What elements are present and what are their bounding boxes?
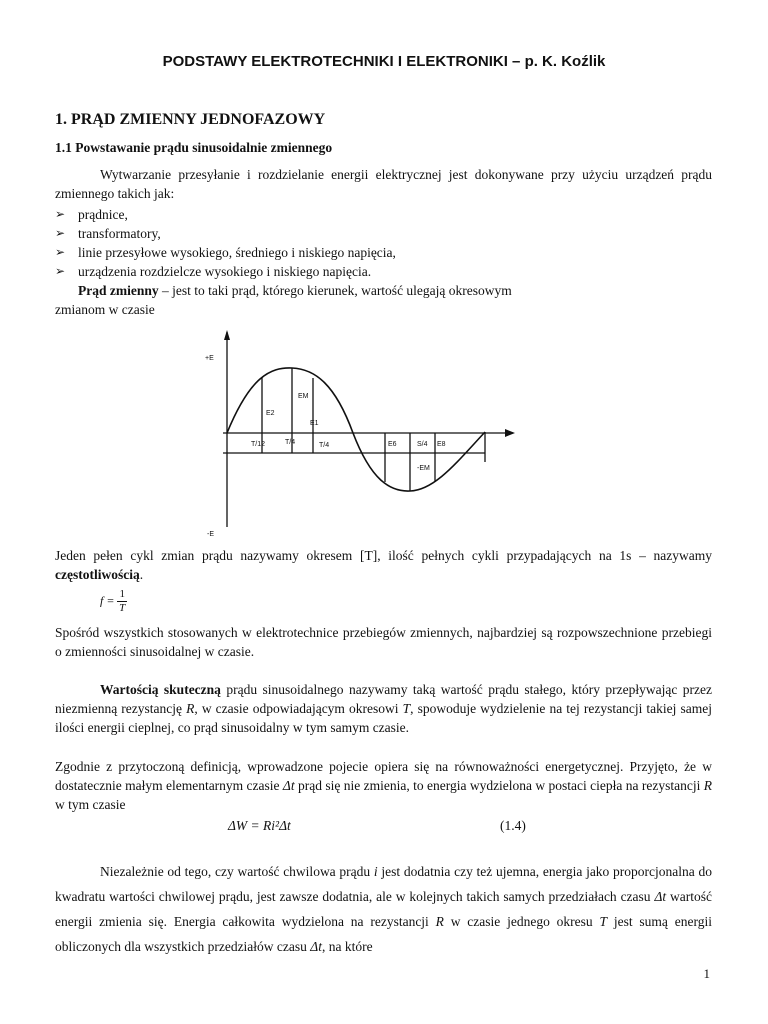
e6-label: E6 [388,441,397,448]
energy-equation: ΔW = Ri²Δt [228,818,291,833]
arrow-bullet-icon: ➢ [55,226,66,240]
document-header: PODSTAWY ELEKTROTECHNIKI I ELEKTRONIKI – p. K. Koźlik [162,53,606,70]
frequency-formula: f = $\frac{1}{T}$ [100,588,126,614]
t4-label-2: T/4 [319,442,330,449]
page-number: 1 [703,966,710,981]
arrow-bullet-icon: ➢ [55,245,66,259]
sine-wave [227,368,485,491]
equation-number: (1.4) [500,818,526,833]
rms-paragraph: Wartością skuteczną prądu sinusoidalnego nazywamy taką wartość prądu stałego, który przepływając przez niezmienną rezystancję R, w czasie odpowiadającym okresowi T, spowoduje wydzielenie na tej rezystancji takiej samej ilości energii cieplnej, co prąd sinusoidalny w tym samym czasie. [55,682,712,735]
time-axis-arrow-icon [505,429,515,437]
y-axis-arrow-icon [224,330,230,340]
e2-label: E2 [266,410,275,417]
arrow-bullet-icon: ➢ [55,264,66,278]
energy-paragraph: Zgodnie z przytoczoną definicją, wprowadzone pojecie opiera się na równoważności energetycznej. Przyjęto, że w dostatecznie małym elementarnym czasie Δt prąd się nie zmienia, to energia wydzielona w postaci ciepła na rezystancji R w tym czasie [55,759,712,812]
sinusoidal-paragraph: Spośród wszystkich stosowanych w elektrotechnice przebiegów zmiennych, najbardziej są rozpowszechnione przebiegi o zmienności sinusoidalnej w czasie. [55,625,712,659]
s4-label: S/4 [417,441,428,448]
definition-line-2: zmianom w czasie [55,302,155,317]
arrow-bullet-icon: ➢ [55,207,66,221]
list-item: ➢ urządzenia rozdzielcze wysokiego i niskiego napięcia. [55,264,372,279]
t12-label: T/12 [251,441,266,448]
list-item: ➢ prądnice, [55,207,128,222]
sinusoid-figure [195,322,525,540]
cycle-paragraph: Jeden pełen cykl zmian prądu nazywamy okresem [T], ilość pełnych cykli przypadających na 1s – nazywamy częstotliwością. [55,548,712,582]
list-item: ➢ linie przesyłowe wysokiego, średniego i niskiego napięcia, [55,245,396,260]
t4-label: T/4 [285,439,296,446]
e1-label: E1 [310,420,319,427]
subsection-title: 1.1 Powstawanie prądu sinusoidalnie zmiennego [55,140,333,155]
minus-em-label: -EM [417,465,430,472]
rms-term: Wartością skuteczną [100,682,221,697]
list-item: ➢ transformatory, [55,226,161,241]
definition-term: Prąd zmienny [78,283,159,298]
final-paragraph: Niezależnie od tego, czy wartość chwilowa prądu i jest dodatnia czy też ujemna, energia jako proporcjonalna do kwadratu wartości chwilowej prądu, jest zawsze dodatnia, ale w kolejnych takich samych przedziałach czasu Δt wartość energii zmienia się. Energia całkowita wydzielona na rezystancji R w czasie jednego okresu T jest sumą energii obliczonych dla wszystkich przedziałów czasu Δt, na które [55,864,712,954]
minus-e-label: -E [207,531,214,538]
definition-line: Prąd zmienny – jest to taki prąd, którego kierunek, wartość ulegają okresowym [78,283,512,298]
em-label: EM [298,393,309,400]
intro-paragraph: Wytwarzanie przesyłanie i rozdzielanie energii elektrycznej jest dokonywane przy użyciu urządzeń prądu zmiennego takich jak: [55,167,712,201]
e8-label: E8 [437,441,446,448]
section-title: 1. PRĄD ZMIENNY JEDNOFAZOWY [55,111,326,128]
frequency-term: częstotliwością [55,567,140,582]
plus-e-label: +E [205,355,214,362]
bullet-list [55,205,396,281]
